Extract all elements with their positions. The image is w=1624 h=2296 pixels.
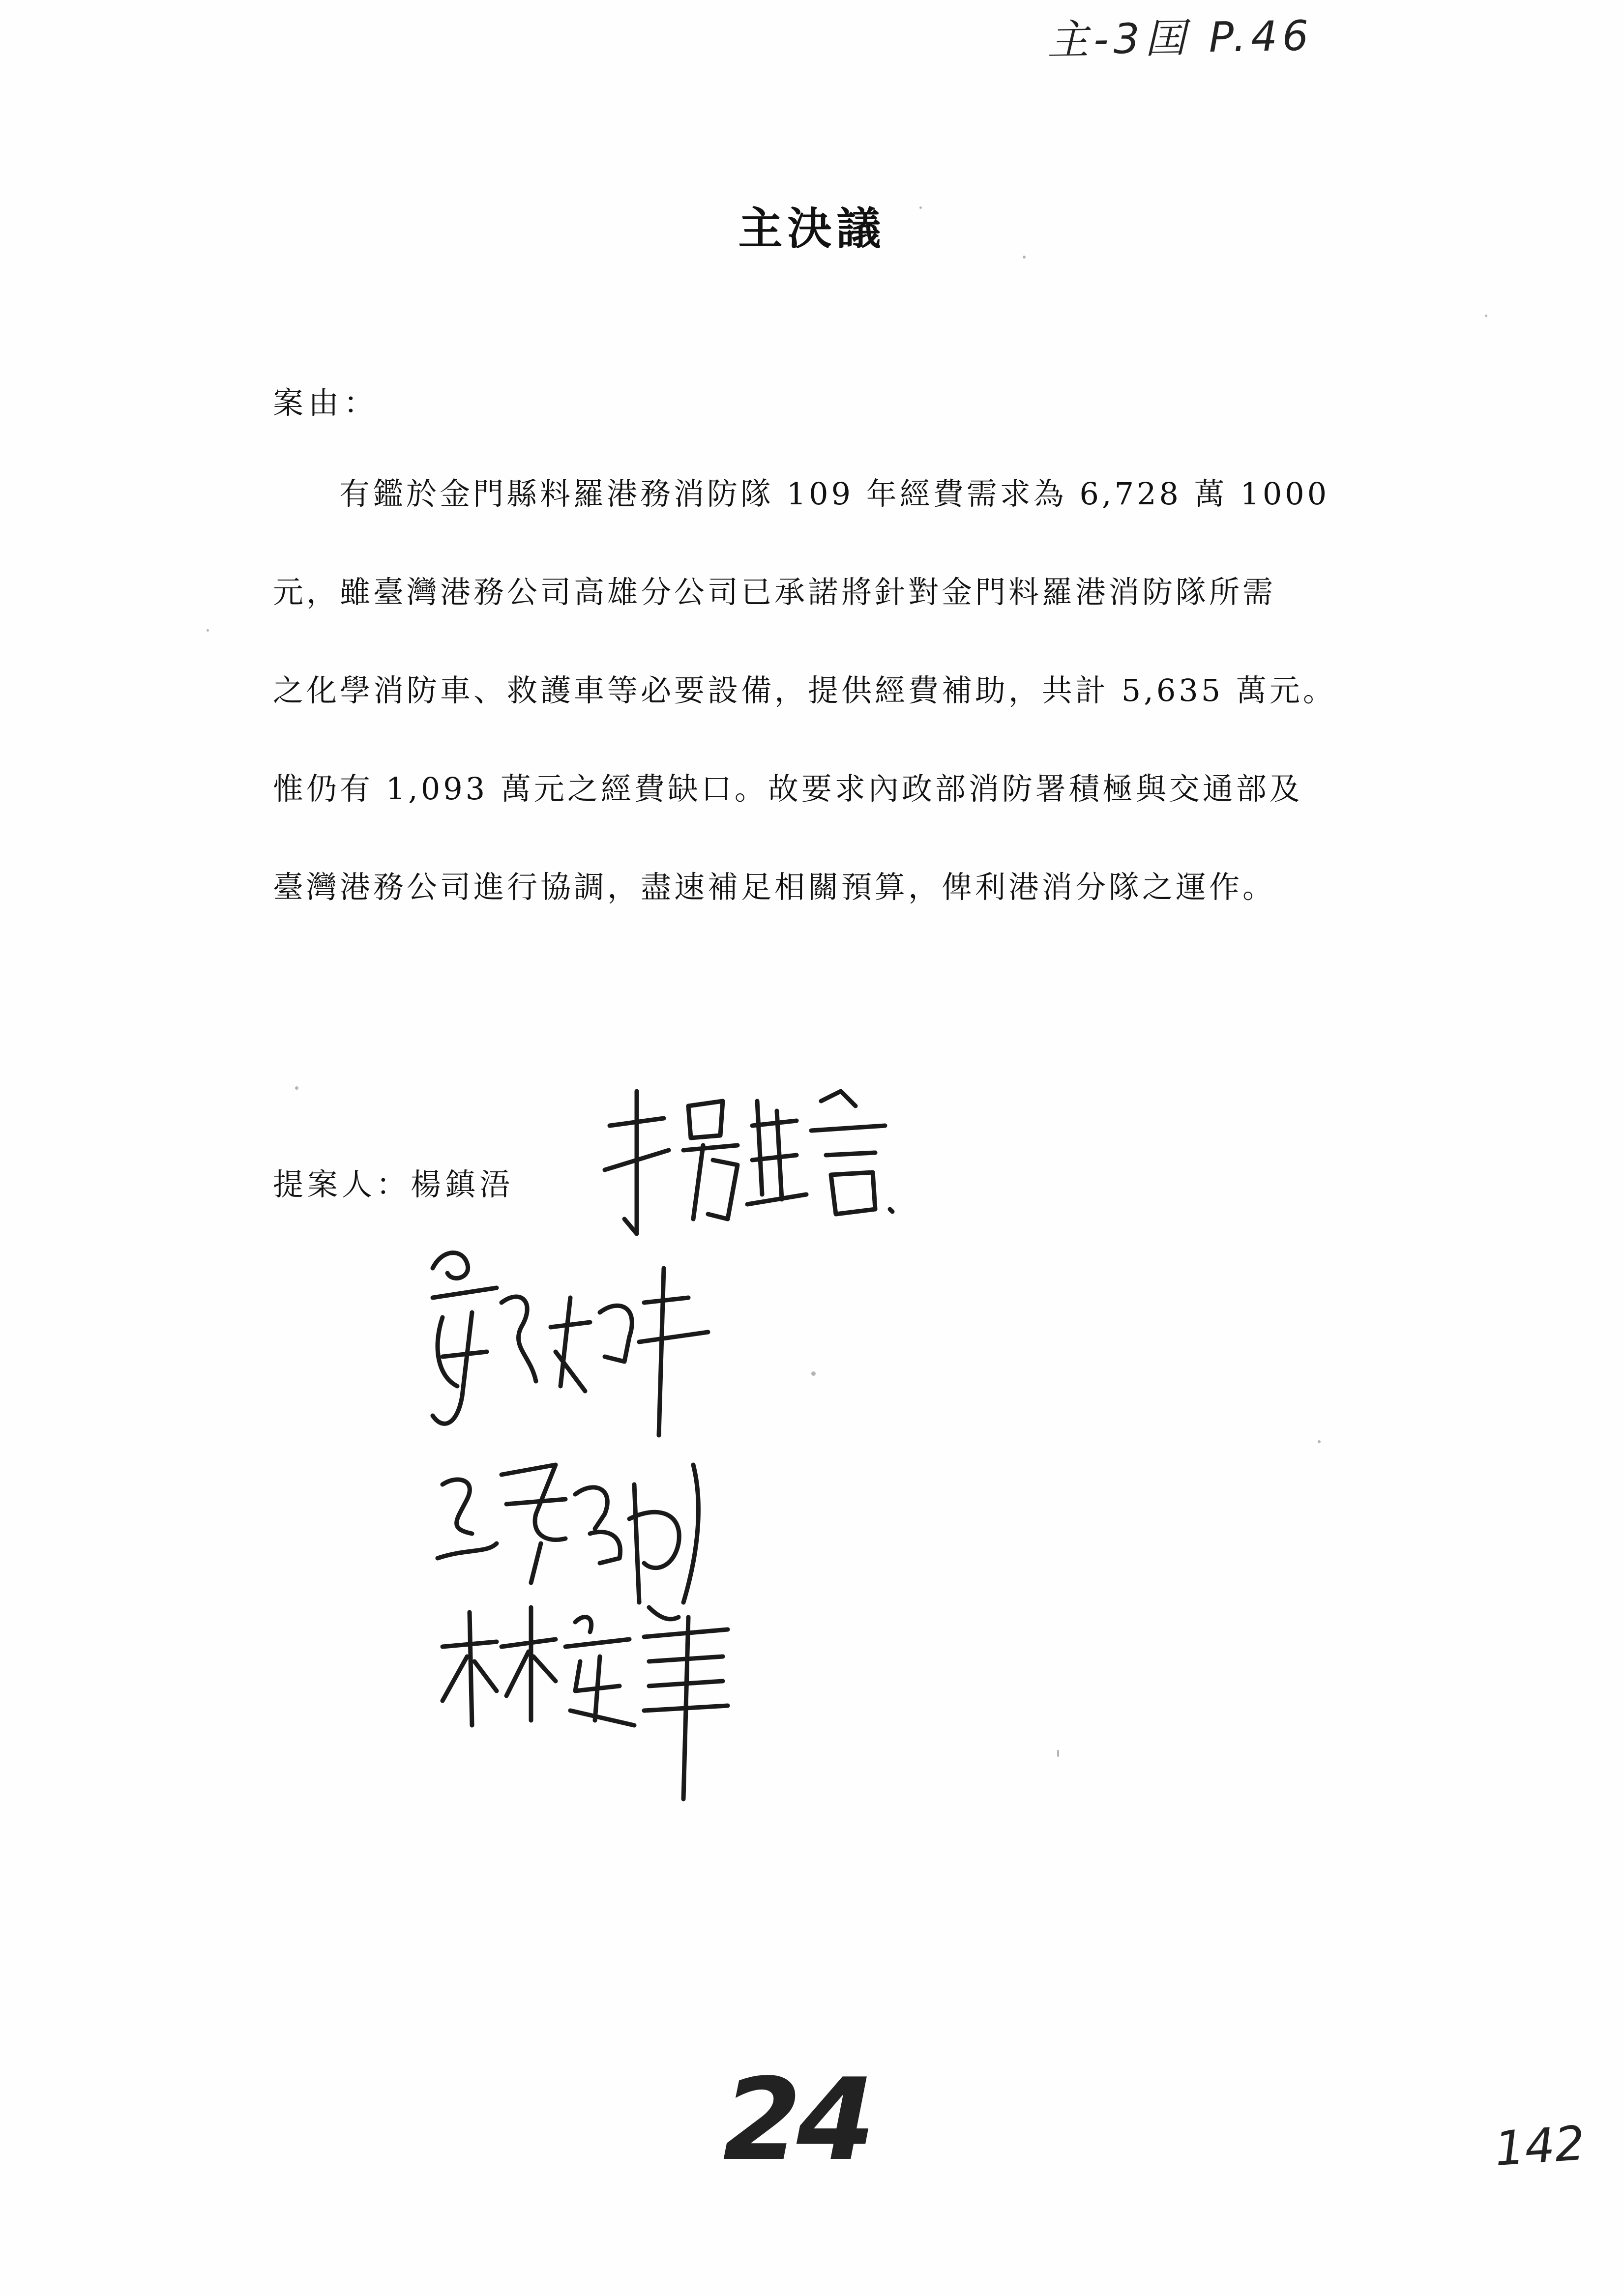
proposer-label: 提案人： bbox=[273, 1166, 411, 1202]
signature-2 bbox=[413, 1239, 718, 1445]
signature-1 bbox=[590, 1072, 905, 1249]
body-line: 之化學消防車、救護車等必要設備，提供經費補助，共計 5,635 萬元。 bbox=[273, 672, 1336, 708]
document-title: 主決議 bbox=[738, 203, 886, 255]
scan-speckle bbox=[1318, 1440, 1321, 1443]
scan-speckle bbox=[295, 1086, 298, 1090]
scan-speckle bbox=[811, 1371, 816, 1376]
body-line: 元，雖臺灣港務公司高雄分公司已承諾將針對金門料羅港消防隊所需 bbox=[273, 574, 1276, 610]
scan-speckle bbox=[1057, 1750, 1059, 1757]
scan-speckle bbox=[207, 629, 209, 632]
body-line: 臺灣港務公司進行協調，盡速補足相關預算，俾利港消分隊之運作。 bbox=[273, 869, 1276, 905]
proposer-name: 楊鎮浯 bbox=[411, 1166, 514, 1202]
signature-3 bbox=[428, 1445, 723, 1612]
signature-4 bbox=[433, 1588, 747, 1804]
body-line: 有鑑於金門縣料羅港務消防隊 109 年經費需求為 6,728 萬 1000 bbox=[339, 476, 1330, 512]
corner-number: 142 bbox=[1493, 2115, 1587, 2177]
page-number: 24 bbox=[723, 2055, 871, 2186]
proposer-line bbox=[273, 1160, 514, 1204]
case-label: 案由： bbox=[273, 385, 380, 421]
scan-speckle bbox=[1485, 315, 1487, 317]
body-line: 惟仍有 1,093 萬元之經費缺口。故要求內政部消防署積極與交通部及 bbox=[273, 771, 1303, 807]
margin-note: 主-3囯 P.46 bbox=[1047, 11, 1314, 64]
